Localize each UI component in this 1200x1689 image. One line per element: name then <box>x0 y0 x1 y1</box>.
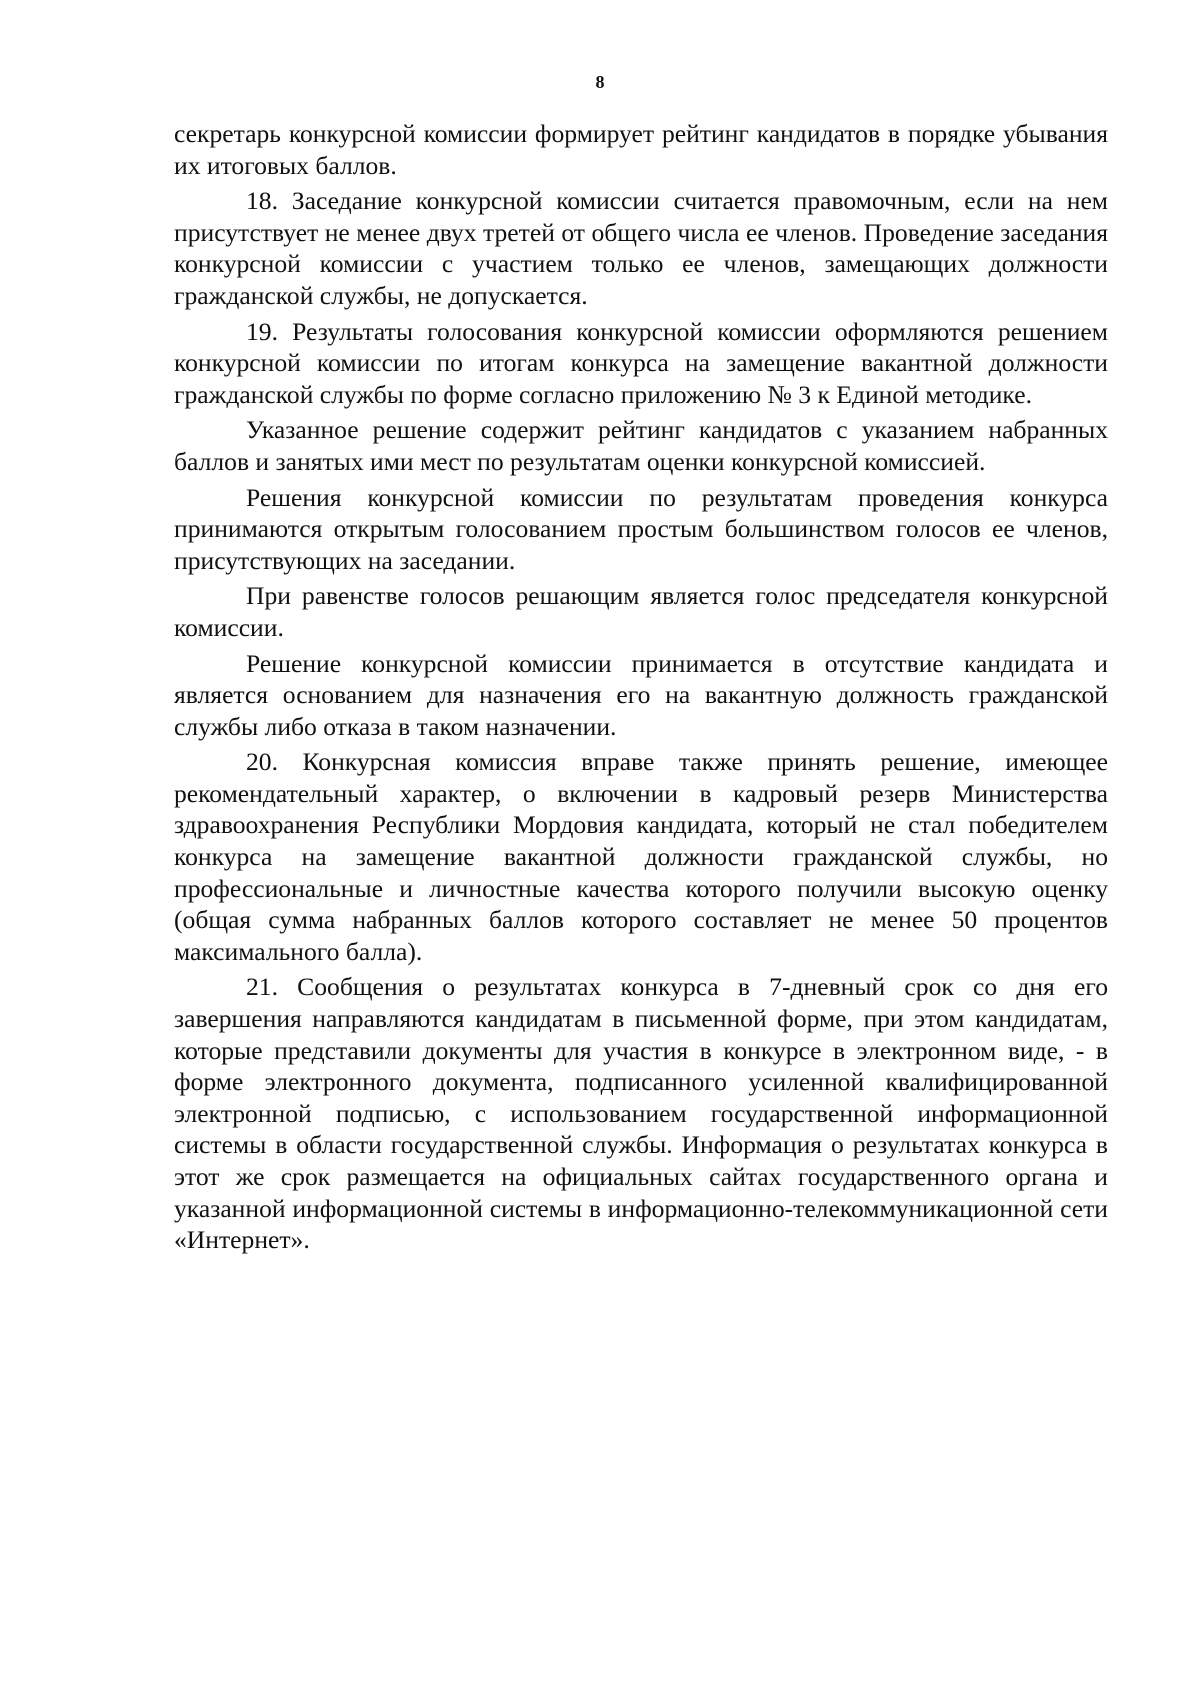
page-number: 8 <box>595 72 605 92</box>
paragraph-item-18: 18. Заседание конкурсной комиссии считается правомочным, если на нем присутствует не менее двух третей от общего числа ее членов. Проведение заседания конкурсной комиссии с участием только ее членов, замещающих должности гражданской службы, не допускается. <box>174 186 1108 310</box>
paragraph-decision-basis: Решение конкурсной комиссии принимается в отсутствие кандидата и является основанием для назначения его на вакантную должность гражданской службы либо отказа в таком назначении. <box>174 648 1108 741</box>
paragraph-item-21: 21. Сообщения о результатах конкурса в 7-дневный срок со дня его завершения направляются кандидатам в письменной форме, при этом кандидатам, которые представили документы для участия в конкурсе в электронном виде, - в форме электронного документа, подписанного усиленной квалифицированной электронной подписью, с использованием государственной информационной системы в области государственной службы. Информация о результатах конкурса в этот же срок размещается на официальных сайтах государственного органа и указанной информационной системы в информационно-телекоммуникационной сети «Интернет». <box>174 972 1108 1255</box>
paragraph-open-voting: Решения конкурсной комиссии по результатам проведения конкурса принимаются открытым голосованием простым большинством голосов ее членов, присутствующих на заседании. <box>174 482 1108 575</box>
document-body <box>174 118 1108 1256</box>
paragraph-item-19: 19. Результаты голосования конкурсной комиссии оформляются решением конкурсной комиссии по итогам конкурса на замещение вакантной должности гражданской службы по форме согласно приложению № 3 к Единой методике. <box>174 316 1108 409</box>
paragraph-item-20: 20. Конкурсная комиссия вправе также принять решение, имеющее рекомендательный характер, о включении в кадровый резерв Министерства здравоохранения Республики Мордовия кандидата, который не стал победителем конкурса на замещение вакантной должности гражданской службы, но профессиональные и личностные качества которого получили высокую оценку (общая сумма набранных баллов которого составляет не менее 50 процентов максимального балла). <box>174 747 1108 966</box>
paragraph-decision-rating: Указанное решение содержит рейтинг кандидатов с указанием набранных баллов и занятых ими мест по результатам оценки конкурсной комиссией. <box>174 415 1108 476</box>
paragraph-equal-votes: При равенстве голосов решающим является голос председателя конкурсной комиссии. <box>174 581 1108 642</box>
paragraph-continuation: секретарь конкурсной комиссии формирует рейтинг кандидатов в порядке убывания их итоговых баллов. <box>174 119 1108 180</box>
